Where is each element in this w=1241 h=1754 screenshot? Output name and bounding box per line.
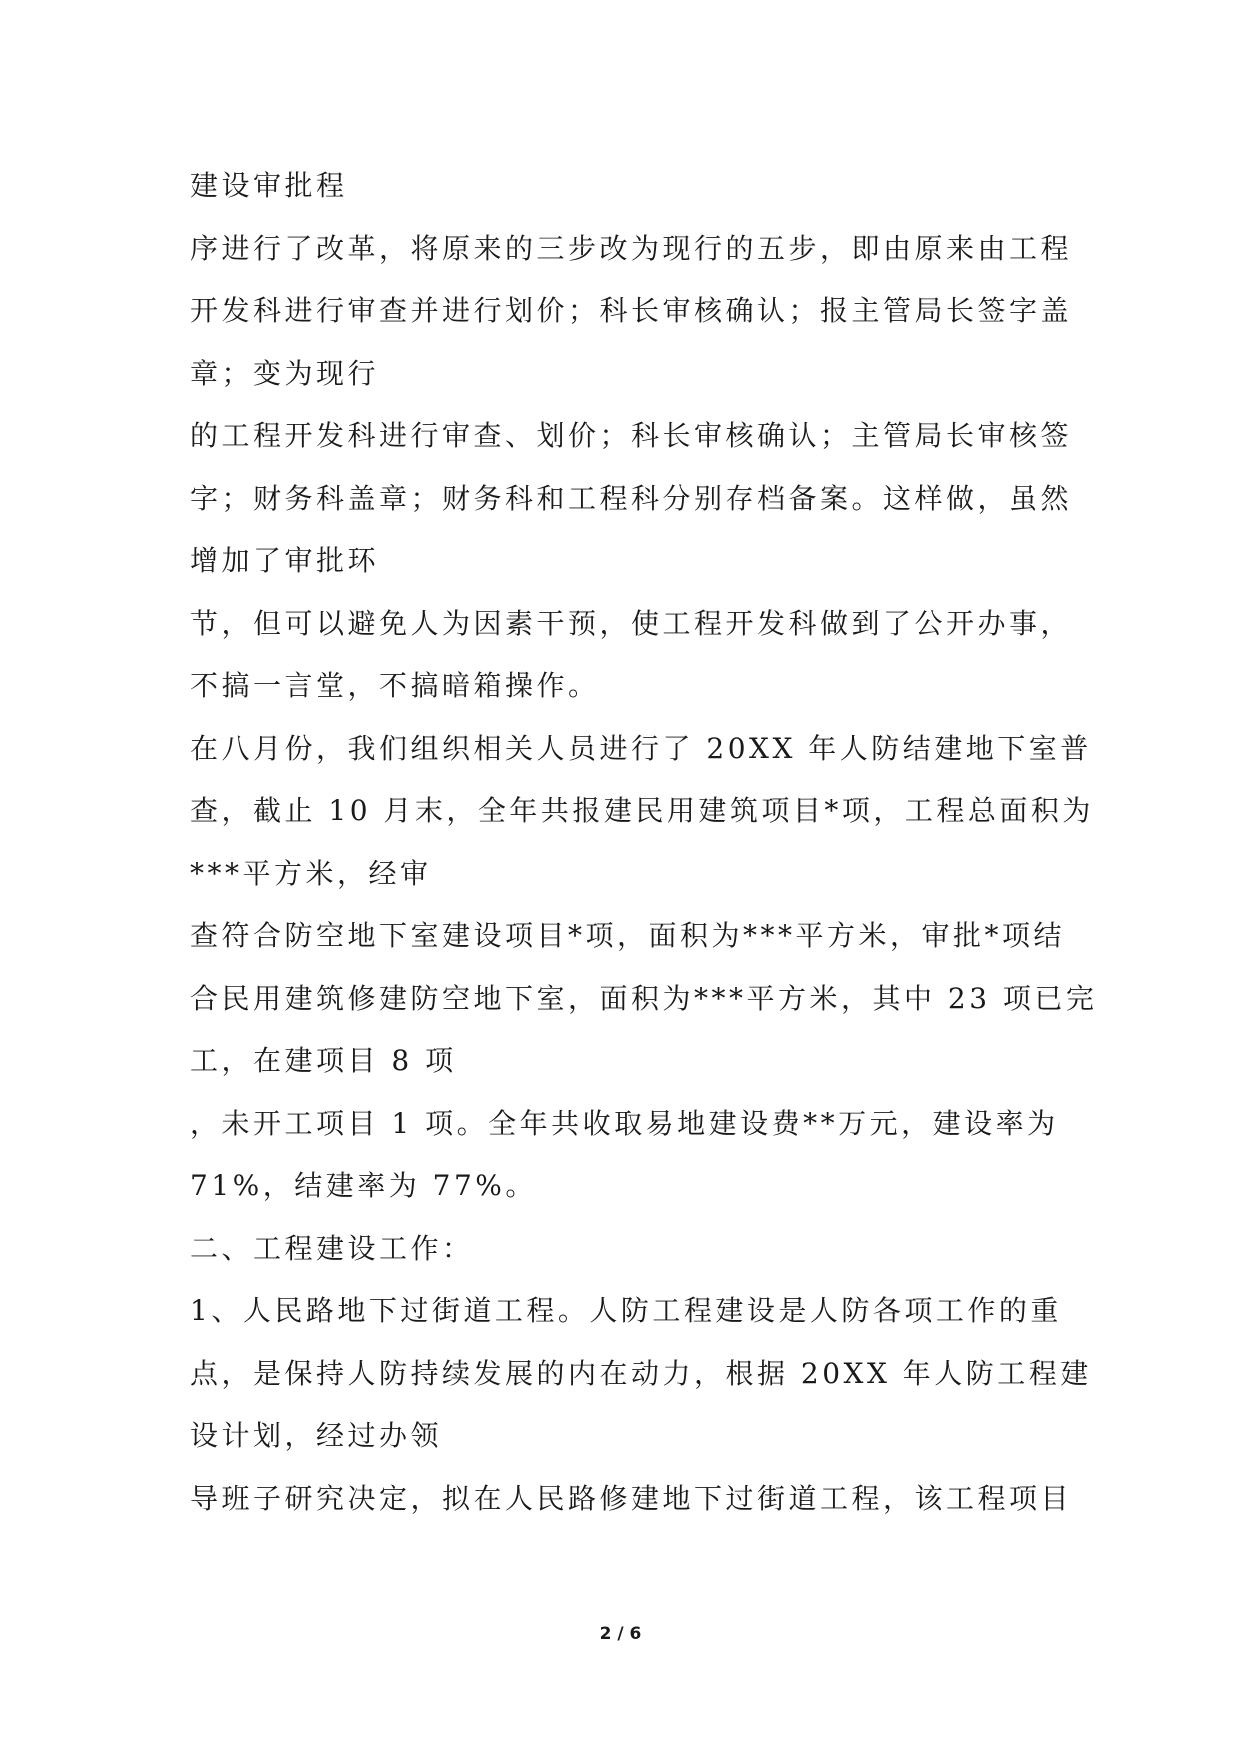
text-line: 查符合防空地下室建设项目*项，面积为***平方米，审批*项结 [190,919,1066,952]
text-line: 在八月份，我们组织相关人员进行了 20XX 年人防结建地下室普 [190,731,1092,765]
body-text [190,155,1098,1530]
text-line: 序进行了改革，将原来的三步改为现行的五步，即由原来由工程 [190,231,1073,265]
text-line: 71%，结建率为 77%。 [190,1169,537,1202]
text-line: 建设审批程 [190,169,348,202]
text-line: ***平方米，经审 [190,856,432,890]
page-number: 2 / 6 [599,1624,642,1644]
text-line: 导班子研究决定，拟在人民路修建地下过街道工程，该工程项目 [190,1481,1073,1515]
text-line: 的工程开发科进行审查、划价；科长审核确认；主管局长审核签 [190,419,1073,452]
text-line: 不搞一言堂，不搞暗箱操作。 [190,669,600,702]
text-line: 点，是保持人防持续发展的内在动力，根据 20XX 年人防工程建 [190,1356,1092,1390]
text-line: 节，但可以避免人为因素干预，使工程开发科做到了公开办事， [190,606,1073,640]
text-line: 工，在建项目 8 项 [190,1044,457,1077]
text-line: 开发科进行审查并进行划价；科长审核确认；报主管局长签字盖 [190,294,1073,327]
text-line: 章；变为现行 [190,356,380,390]
text-line: 设计划，经过办领 [190,1419,443,1452]
text-line: 增加了审批环 [190,544,380,577]
text-line: 1、人民路地下过街道工程。人防工程建设是人防各项工作的重 [190,1294,1062,1327]
text-line: 字；财务科盖章；财务科和工程科分别存档备案。这样做，虽然 [190,481,1073,515]
text-line: 合民用建筑修建防空地下室，面积为***平方米，其中 23 项已完 [190,981,1098,1015]
text-line: 查，截止 10 月末，全年共报建民用建筑项目*项，工程总面积为 [190,794,1094,827]
text-line: 二、工程建设工作： [190,1231,474,1265]
text-line: ，未开工项目 1 项。全年共收取易地建设费**万元，建设率为 [190,1106,1059,1140]
